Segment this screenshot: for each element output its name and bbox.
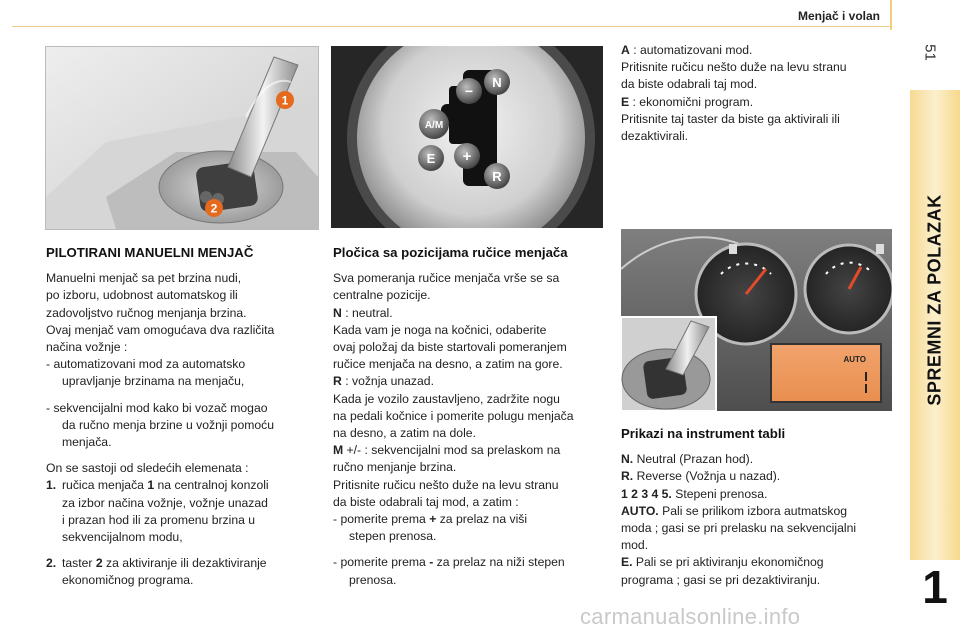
text-line: zadovoljstvo ručnog menjanja brzina. [46, 305, 247, 320]
list-item [46, 555, 316, 572]
term: E. [621, 555, 633, 570]
gear-label-am: A/M [424, 120, 444, 131]
instrument-panel-figure [621, 229, 892, 411]
bullet-line: - sekvencijalni mod kako bi vozač mogao [46, 400, 268, 415]
text-run: 1 [147, 478, 155, 493]
definition-line [621, 451, 896, 468]
term: R [333, 374, 342, 389]
bullet-line: upravljanje brzinama na menjaču, [62, 374, 245, 389]
display-auto-indicator: AUTO [843, 355, 866, 364]
term: AUTO. [621, 503, 659, 518]
definition-line [333, 305, 608, 322]
text-run: Pali se pri aktiviranju ekonomičnog [632, 555, 824, 570]
header-accent-bar [890, 0, 892, 30]
list-number: 2. [46, 556, 57, 571]
term: A [621, 43, 630, 57]
text-run: Reverse (Vožnja u nazad). [633, 469, 781, 484]
column-3-top [621, 42, 896, 145]
text-run: : neutral. [341, 305, 393, 320]
text-run: - pomerite prema [333, 555, 430, 570]
column-2 [333, 244, 608, 589]
gear-label-minus: − [464, 83, 474, 99]
text-line: na desno, a zatim na dole. [333, 426, 476, 441]
callout-1: 1 [281, 93, 289, 108]
text-line: moda ; gasi se pri prelasku na sekvencijalni [621, 521, 857, 536]
gear-label-r: R [492, 169, 502, 184]
text-line: da biste odabrali taj mod. [621, 77, 758, 92]
text-line: Manuelni menjač sa pet brzina nudi, [46, 271, 242, 286]
term: N. [621, 452, 634, 467]
text-line: po izboru, udobnost automatskog ili [46, 288, 238, 303]
definition-line [621, 486, 896, 503]
text-run: ručica menjača [62, 478, 148, 493]
text-line: ručice menjača na desno, a zatim na gore. [333, 357, 563, 372]
callout-2: 2 [210, 201, 218, 216]
gear-lever-console-figure [45, 46, 319, 230]
header-rule [12, 26, 890, 27]
text-run: : ekonomični program. [629, 94, 754, 109]
section-title: SPREMNI ZA POLAZAK [924, 194, 945, 406]
text-line: da biste odabrali taj mod, a zatim : [333, 494, 519, 509]
text-line: On se sastoji od sledećih elemenata : [46, 461, 249, 476]
column-1 [46, 244, 316, 590]
text-run: 2 [95, 556, 103, 571]
running-header: Menjač i volan [797, 9, 880, 23]
heading-gear-plate: Pločica sa pozicijama ručice menjača [333, 245, 568, 260]
chapter-number: 1 [922, 561, 948, 613]
gear-label-n: N [492, 75, 502, 90]
text-line: ovaj položaj da biste startovali pomeranjem [333, 340, 567, 355]
gear-label-e: E [426, 151, 436, 166]
term: E [621, 94, 630, 109]
term: N [333, 305, 342, 320]
gear-label-plus: + [462, 148, 472, 165]
text-run: - pomerite prema [333, 512, 430, 527]
term: 1 2 3 4 5. [621, 486, 672, 501]
gear-position-plate-figure [331, 46, 603, 228]
bullet-line: menjača. [62, 435, 112, 450]
text-run: na centralnoj konzoli [154, 478, 269, 493]
text-run: Neutral (Prazan hod). [633, 452, 754, 467]
bullet-line [333, 554, 608, 571]
text-line: stepen prenosa. [349, 529, 437, 544]
bullet-line: - automatizovani mod za automatsko [46, 357, 246, 372]
text-run: : automatizovani mod. [629, 43, 753, 57]
text-line: ručno menjanje brzina. [333, 460, 457, 475]
heading-instrument-displays: Prikazi na instrument tabli [621, 426, 786, 441]
definition-line [621, 468, 896, 485]
bullet-line: da ručno menja brzine u vožnji pomoću [62, 417, 275, 432]
definition-line [621, 554, 896, 571]
list-number: 1. [46, 478, 57, 493]
definition-line [621, 503, 896, 520]
heading-piloted-manual-gearbox: PILOTIRANI MANUELNI MENJAČ [46, 245, 254, 260]
text-line: prenosa. [349, 572, 397, 587]
term: M [333, 443, 344, 458]
text-run: za aktiviranje ili dezaktiviranje [102, 556, 267, 571]
text-run: taster [62, 556, 96, 571]
text-line: dezaktivirali. [621, 129, 689, 144]
text-line: centralne pozicije. [333, 288, 431, 303]
text-line: za izbor načina vožnje, vožnje unazad [62, 495, 268, 510]
definition-line [621, 94, 896, 111]
text-line: i prazan hod ili za promenu brzina u [62, 512, 256, 527]
text-run: Stepeni prenosa. [671, 486, 768, 501]
definition-line [621, 42, 896, 59]
text-run: za prelaz na niži stepen [433, 555, 565, 570]
list-item [46, 477, 316, 494]
text-line: sekvencijalnom modu, [62, 530, 183, 545]
term: R. [621, 469, 634, 484]
page-number: 51 [921, 44, 939, 61]
text-line: na pedali kočnice i pomerite polugu menjača [333, 408, 574, 423]
definition-line [333, 442, 608, 459]
text-run: Pali se prilikom izbora autmatskog [658, 503, 848, 518]
text-line: Pritisnite taj taster da biste ga aktivirali ili [621, 111, 840, 126]
text-line: Pritisnite ručicu nešto duže na levu stranu [621, 60, 847, 75]
text-run: +/- : sekvencijalni mod sa prelaskom na [343, 443, 561, 458]
text-line: ekonomičnog programa. [62, 573, 194, 588]
text-line: Pritisnite ručicu nešto duže na levu stranu [333, 477, 559, 492]
text-line: Ovaj menjač vam omogućava dva različita [46, 322, 275, 337]
bullet-line [333, 511, 608, 528]
text-run: - [429, 555, 434, 570]
watermark: carmanualsonline.info [580, 604, 801, 629]
text-line: Kada vam je noga na kočnici, odaberite [333, 322, 547, 337]
text-run: za prelaz na viši [436, 512, 528, 527]
text-line: Sva pomeranja ručice menjača vrše se sa [333, 271, 560, 286]
text-line: Kada je vozilo zaustavljeno, zadržite nogu [333, 391, 560, 406]
text-run: : vožnja unazad. [341, 374, 434, 389]
text-line: načina vožnje : [46, 340, 128, 355]
definition-line [333, 373, 608, 390]
text-line: programa ; gasi se pri dezaktiviranju. [621, 572, 821, 587]
text-run: + [429, 512, 437, 527]
column-3 [621, 425, 896, 589]
text-line: mod. [621, 538, 649, 553]
